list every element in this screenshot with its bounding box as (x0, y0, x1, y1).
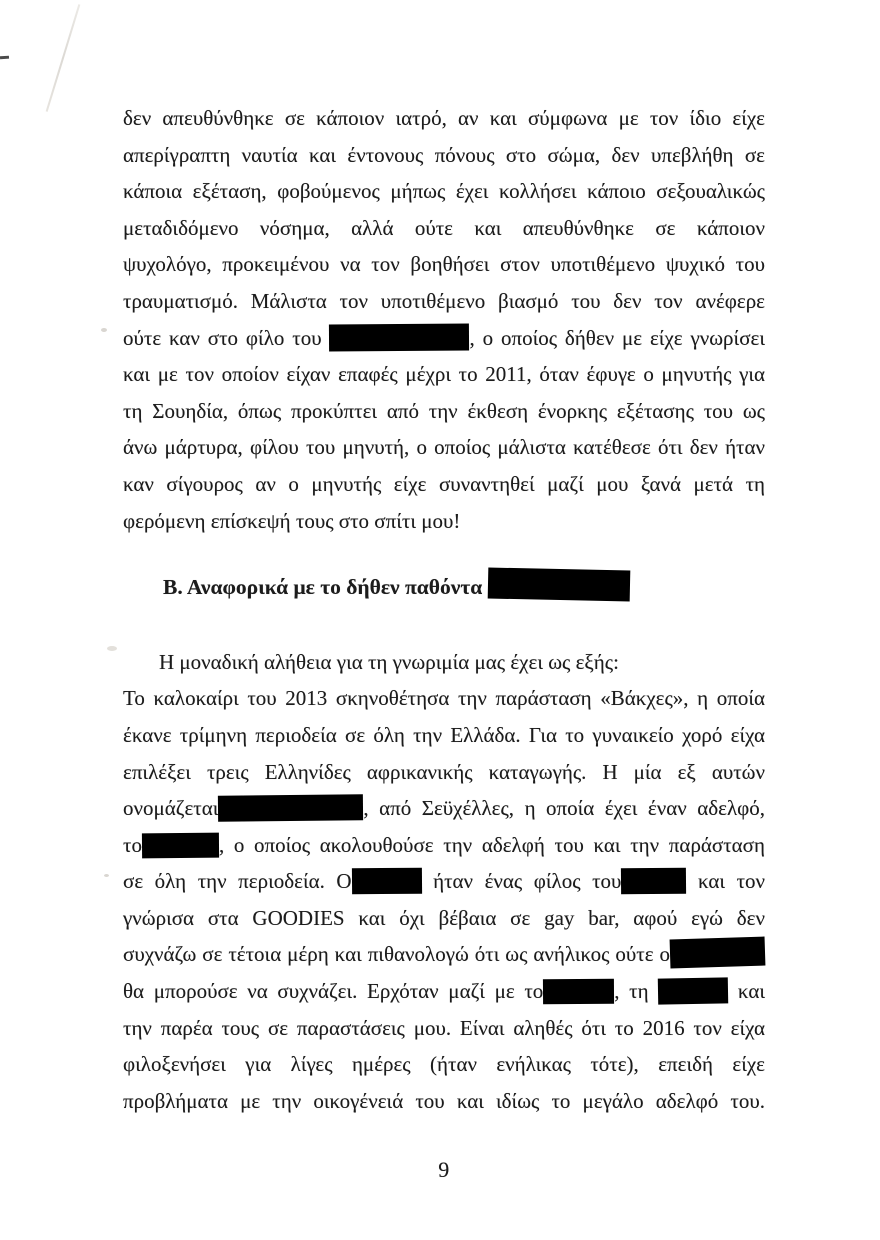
text-segment: μεταδιδόμενο νόσημα, αλλά ούτε και απευθύνθηκε σε κάποιον (123, 215, 765, 240)
text-line (123, 717, 765, 754)
scan-artifact-scratch (46, 4, 81, 112)
text-segment: σε όλη την περιοδεία. Ο (123, 869, 352, 894)
text-line (123, 1010, 765, 1047)
text-segment: τη Σουηδία, όπως προκύπτει από την έκθεση ένορκης εξέτασης του ως (123, 398, 765, 423)
text-line (123, 283, 765, 320)
text-line (123, 827, 765, 864)
text-segment: φιλοξενήσει για λίγες ημέρες (ήταν ενήλικας τότε), επειδή είχε (123, 1052, 765, 1077)
text-line (123, 137, 765, 174)
text-segment: και τον (686, 869, 766, 894)
redaction-bar (329, 323, 469, 351)
text-line (123, 173, 765, 210)
text-segment: συχνάζω σε τέτοια μέρη και πιθανολογώ ότι ως ανήλικος ούτε ο (123, 942, 670, 967)
redaction-bar (142, 832, 219, 858)
scan-speck (107, 646, 117, 651)
text-segment: το (123, 832, 142, 857)
text-segment: άνω μάρτυρα, φίλου του μηνυτή, ο οποίος μάλιστα κατέθεσε ότι δεν ήταν (123, 435, 765, 460)
page-number: 9 (438, 1157, 450, 1183)
text-line (123, 320, 765, 357)
text-line (123, 790, 765, 827)
text-line (123, 680, 765, 717)
text-line (123, 936, 765, 973)
text-segment: έκανε τρίμηνη περιοδεία σε όλη την Ελλάδα. Για το γυναικείο χορό είχα (123, 722, 765, 747)
text-segment: , τη (614, 979, 659, 1004)
text-line (123, 393, 765, 430)
text-segment: θα μπορούσε να συχνάζει. Ερχόταν μαζί με το (123, 979, 544, 1004)
text-line (123, 356, 765, 393)
redaction-bar (351, 868, 421, 895)
text-segment: Β. Αναφορικά με το δήθεν παθόντα (163, 575, 488, 600)
text-segment: ονομάζεται (123, 796, 219, 821)
paragraph-narrative (123, 680, 765, 1119)
text-line (123, 466, 765, 503)
text-segment: ούτε καν στο φίλο του (123, 325, 330, 350)
text-segment: επιλέξει τρεις Ελληνίδες αφρικανικής καταγωγής. Η μία εξ αυτών (123, 759, 765, 784)
text-segment: καν σίγουρος αν ο μηνυτής είχε συναντηθεί μαζί μου ξανά μετά τη (123, 471, 765, 496)
text-segment: και με τον οποίον είχαν επαφές μέχρι το 2011, όταν έφυγε ο μηνυτής για (123, 362, 765, 387)
page-content (123, 100, 765, 1183)
text-line (123, 210, 765, 247)
text-line (123, 900, 765, 937)
text-segment: προβλήματα με την οικογένειά του και ιδίως το μεγάλο αδελφό του. (123, 1088, 765, 1113)
text-segment: δεν απευθύνθηκε σε κάποιον ιατρό, αν και σύμφωνα με τον ίδιο είχε (123, 106, 765, 130)
text-segment: απερίγραπτη ναυτία και έντονους πόνους στο σώμα, δεν υπεβλήθη σε (123, 142, 765, 167)
text-segment: και (728, 979, 765, 1004)
text-segment: φερόμενη επίσκεψή τους στο σπίτι μου! (123, 508, 461, 533)
text-line (123, 973, 765, 1010)
scan-speck (101, 328, 107, 332)
text-segment: την παρέα τους σε παραστάσεις μου. Είναι αληθές ότι το 2016 τον είχα (123, 1015, 765, 1040)
paragraph-intro (123, 644, 765, 681)
text-line (123, 1083, 765, 1120)
redaction-bar (621, 868, 686, 895)
text-line (123, 569, 765, 606)
redaction-bar (658, 977, 728, 1004)
scan-speck (104, 874, 109, 877)
text-line (123, 503, 765, 540)
redaction-bar (218, 794, 363, 822)
section-heading (123, 569, 765, 606)
text-segment: τραυματισμό. Μάλιστα τον υποτιθέμενο βιασμό του δεν τον ανέφερε (123, 288, 765, 313)
scan-artifact-dash (0, 56, 9, 60)
text-segment: Η μοναδική αλήθεια για τη γνωριμία μας έχει ως εξής: (159, 649, 619, 674)
text-line (123, 100, 765, 137)
text-line (123, 644, 765, 681)
text-segment: , ο οποίος δήθεν με είχε γνωρίσει (469, 325, 765, 350)
redaction-bar (670, 937, 766, 969)
redaction-bar (543, 979, 614, 1004)
text-segment: κάποια εξέταση, φοβούμενος μήπως έχει κολλήσει κάποιο σεξουαλικώς (123, 179, 765, 204)
text-segment: ήταν ένας φίλος του (421, 869, 622, 894)
text-segment: , από Σεϋχέλλες, η οποία έχει έναν αδελφό, (363, 796, 765, 821)
text-segment: γνώρισα στα GOODIES και όχι βέβαια σε gay bar, αφού εγώ δεν (123, 905, 765, 930)
text-line (123, 863, 765, 900)
redaction-bar (487, 568, 630, 602)
text-line (123, 754, 765, 791)
text-line (123, 246, 765, 283)
text-segment: , ο οποίος ακολουθούσε την αδελφή του και την παράσταση (218, 832, 765, 857)
text-segment: Το καλοκαίρι του 2013 σκηνοθέτησα την παράσταση «Βάκχες», η οποία (123, 686, 765, 711)
text-segment: ψυχολόγο, προκειμένου να τον βοηθήσει στον υποτιθέμενο ψυχικό του (123, 252, 765, 277)
paragraph-continuation (123, 100, 765, 539)
text-line (123, 1046, 765, 1083)
text-line (123, 429, 765, 466)
